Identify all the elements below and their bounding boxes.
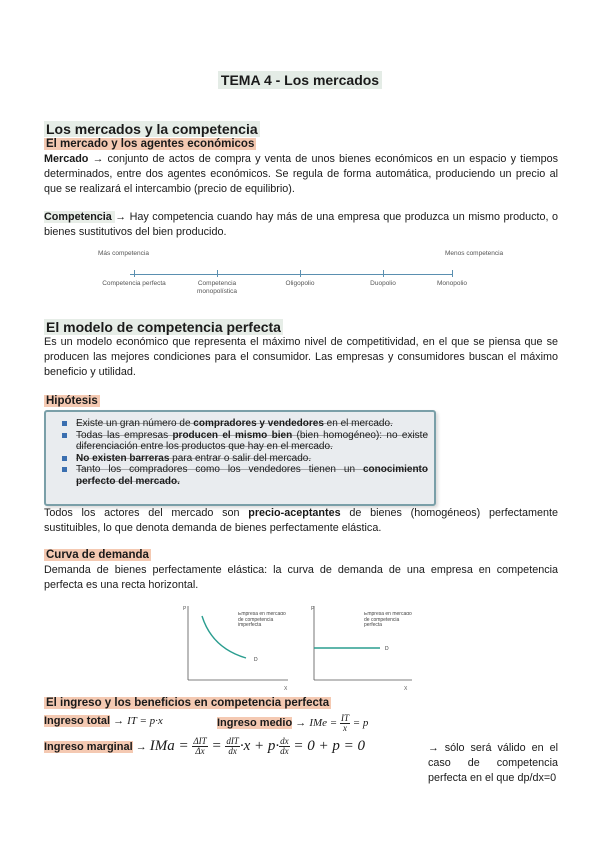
hypothesis-item: Tanto los compradores como los vendedores tienen un conocimiento perfecto del mercado. [76,464,428,487]
bullet-icon [62,421,67,426]
scale-category: Oligopolio [285,280,315,287]
scale-left-label: Más competencia [98,250,149,257]
scale-right-label: Menos competencia [445,250,504,257]
graph-imperfect [182,604,302,692]
scale-category: Competencia monopolística [196,280,238,295]
subheading-curva-demanda: Curva de demanda [46,549,149,561]
graph1-note: Empresa en mercado de competencia imperfecta [238,612,286,628]
scale-category: Competencia perfecta [102,280,166,287]
demand-text: Demanda de bienes perfectamente elástica: la curva de demanda de una empresa en competencia perfecta es una recta horizontal. [44,564,558,591]
ingreso-total-row [44,714,163,729]
bullet-icon [62,433,67,438]
graph1-y-label: P [183,606,187,612]
ingreso-medio-row [217,714,368,733]
hypotheses-box [44,410,436,506]
ingreso-marginal-row [44,737,365,756]
actors-paragraph: Todos los actores del mercado son precio-aceptantes de bienes (homogéneos) perfectamente sustituibles, lo que denota demanda de bienes perfectamente elástica. [44,507,559,534]
scale-tick [217,270,218,277]
competition-scale [90,248,510,298]
mercado-text: → conjunto de actos de compra y venta de unos bienes económicos en un espacio y tiempos determinados, entre dos agentes económicos. Se regula de forma automática, produciendo un precio al que se realizará el intercambio (precio de equilibrio). [44,153,558,195]
scale-tick [383,270,384,277]
arrow-icon: → [113,715,125,727]
graph1-note-wrap [238,612,292,642]
graph2-x-label: X [404,686,408,692]
graph2-y-label: P [311,606,315,612]
graph1-curve-label: D [254,657,258,663]
competencia-text: → Hay competencia cuando hay más de una empresa que produzca un mismo producto, o bienes sustitutivos del bien producido. [44,211,559,238]
ingreso-medio-formula: IMe = $\frac{IT}{x}$ = p [309,713,369,733]
section-heading-competencia-perfecta: El modelo de competencia perfecta [46,319,281,335]
scale-category: Duopolio [370,280,396,287]
scale-tick [134,270,135,277]
hypotheses-list [46,412,434,487]
ingreso-total-formula: IT = p·x [127,715,163,727]
section-heading-mercados: Los mercados y la competencia [46,121,258,137]
arrow-icon: → [135,740,147,753]
bullet-icon [62,456,67,461]
ingreso-marginal-label: Ingreso marginal [44,740,133,753]
page-title: TEMA 4 - Los mercados [0,72,600,88]
mercado-term: Mercado [44,153,89,165]
bullet-icon [62,467,67,472]
hypothesis-item: Existe un gran número de compradores y vendedores en el mercado. [76,418,428,430]
mercado-definition [44,152,558,197]
graph2-note-wrap [364,612,418,642]
competencia-definition [44,210,558,240]
hypothesis-item: Todas las empresas producen el mismo bien (bien homogéneo): no existe diferenciación entre los productos que hay en el mercado. [76,430,428,453]
model-intro: Es un modelo económico que representa el máximo nivel de competitividad, en el que se piensa que se producen las mejores condiciones para el consumidor. Las empresas y consumidores buscan el máximo beneficio y utilidad. [44,336,558,378]
graph1-x-label: X [284,686,288,692]
ingreso-medio-label: Ingreso medio [217,717,293,730]
document-page: TEMA 4 - Los mercados Los mercados y la competencia El mercado y los agentes económicos Mercado → conjunto de actos de compra y venta de unos bienes económicos en un espacio y tiempos determinados, entre dos agentes económicos. Se regula de forma automática, produciendo un precio al que se realizará el intercambio (precio de equilibrio). Competencia → Hay competencia cuando hay más de una empresa que produzca un mismo producto, o bienes sustitutivos del bien producido. Más competencia Menos competencia Competencia perfecta Competencia monopolística Oligopolio Duopolio Monopolio El modelo de competencia perfecta Es un modelo económico que representa el máximo nivel de competitividad, en el que se piensa que se producen las mejores condiciones para el consumidor. Las empresas y consumidores buscan el máximo beneficio y utilidad. Hipótesis Existe un gran número de compradores y vendedores en el mercado. Todas las empresas producen el mismo bien (bien homogéneo): no existe diferenciación entre los productos que hay en el mercado. No existen barreras para entrar o salir del mercado. Tanto los compradores como los vendedores tienen un conocimiento perfecto del mercado. Todos los actores del mercado son precio-aceptantes de bienes (homogéneos) perfectamente sustituibles, lo que denota demanda de bienes perfectamente elástica. Curva de demanda Demanda de bienes perfectamente elástica: la curva de demanda de una empresa en competencia perfecta es una recta horizontal. P X D Empresa en mercado de competencia imperfecta P X D Empresa en mercado de competencia perfecta El ingreso y los beneficios en competencia perfecta Ingreso total → IT = p·x Ingreso medio → IMe = $\frac{IT}{x}$ = p Ingreso marginal → IMa = $\frac{\text{ΔIT}}{\Delta x}$ = $\frac{\text{dIT}}{dx}$ ·x + p· $\frac{dx}{dx}$ = 0 + p = 0 → sólo será válido en el caso de competencia perfecta en el que dp/dx=0 [0,0,600,848]
scale-tick [300,270,301,277]
subheading-hipotesis: Hipótesis [46,395,98,407]
arrow-icon: → [295,717,307,730]
scale-axis [130,274,452,275]
ingreso-marginal-formula: IMa = $\frac{\text{ΔIT}}{\Delta x}$ = $\frac{\text{dIT}}{dx}$ ·x + p· $\frac{dx}{dx}$ = 0 + p = 0 [149,736,365,756]
ingreso-total-label: Ingreso total [44,715,111,727]
scale-category: Monopolio [437,280,467,287]
competencia-term: Competencia [44,211,116,223]
subheading-ingreso: El ingreso y los beneficios en competencia perfecta [46,697,330,709]
graph-perfect [300,604,420,692]
hypothesis-item: No existen barreras para entrar o salir del mercado. [76,453,428,465]
scale-tick [452,270,453,277]
subheading-agentes: El mercado y los agentes económicos [46,138,255,150]
graph2-note: Empresa en mercado de competencia perfecta [364,612,412,628]
graph2-curve-label: D [385,646,389,652]
